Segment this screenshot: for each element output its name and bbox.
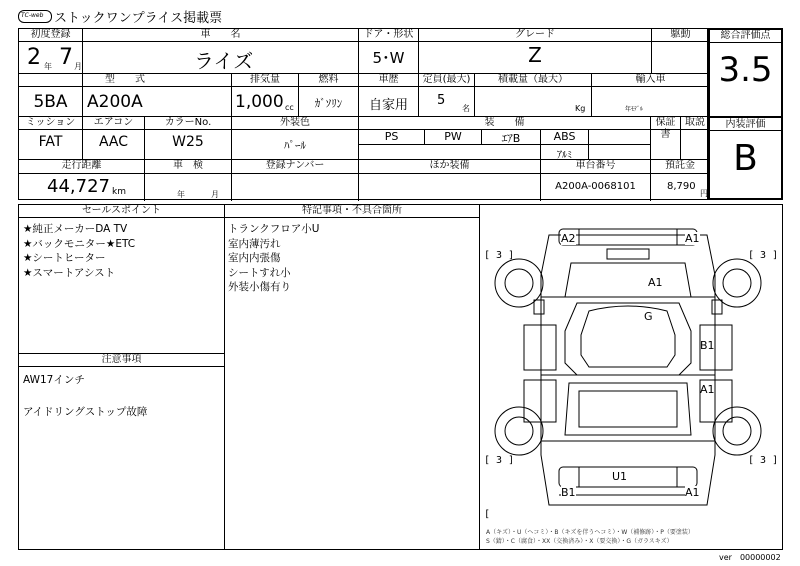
label-warranty: 保証書	[655, 117, 676, 140]
list-item: ★バックモニター★ETC	[23, 237, 136, 250]
sales-points-list	[23, 222, 135, 280]
mileage-unit: km	[112, 187, 126, 197]
list-item: 室内内張傷	[228, 252, 281, 264]
model: A200A	[87, 92, 143, 112]
color-no: W25	[172, 134, 204, 150]
mark-a1-bottom: A1	[685, 486, 700, 499]
label-manual: 取説	[685, 117, 705, 128]
car-body-outline	[541, 235, 715, 505]
label-car-name: 車 名	[200, 29, 241, 40]
mark-u1: U1	[612, 470, 628, 483]
label-drive: 駆動	[670, 29, 691, 40]
load-unit: Kg	[575, 104, 586, 113]
list-item: ★シートヒーター	[23, 252, 106, 264]
label-equipment: 装 備	[484, 117, 525, 128]
label-aircon: エアコン	[93, 117, 134, 128]
bracket-bottom: [	[484, 509, 491, 520]
equip-ps: PS	[384, 130, 399, 143]
list-item: AW17インチ	[23, 374, 85, 386]
label-import: 輸入車	[635, 74, 666, 85]
logo	[18, 10, 52, 23]
grade: Z	[528, 43, 542, 67]
label-grade: グレード	[515, 29, 555, 40]
deposit: 8,790	[667, 181, 696, 192]
page-title: ストックワンプライス掲載票	[54, 11, 223, 26]
mark-b1-bottom: B1	[561, 486, 576, 499]
list-item: シートすれ小	[228, 266, 291, 279]
bracket-rear-right: [ 3 ]	[748, 455, 779, 466]
fuel: ｶﾞｿﾘﾝ	[314, 97, 343, 110]
first-reg-month-unit: 月	[74, 62, 82, 71]
bracket-front-right: [ 3 ]	[748, 250, 779, 261]
chassis-no: A200A-0068101	[555, 181, 636, 192]
label-type: 型 式	[105, 74, 145, 85]
label-ext-color: 外装色	[280, 117, 310, 128]
label-history: 車歴	[378, 74, 399, 85]
overall-score: 3.5	[718, 50, 773, 90]
list-item	[23, 388, 147, 404]
aircon: AAC	[98, 134, 129, 150]
info-grid	[18, 28, 708, 200]
list-item: ★スマートアシスト	[23, 266, 116, 279]
list-item: トランクフロア小U	[228, 223, 320, 235]
bracket-front-left: [ 3 ]	[484, 250, 515, 261]
label-chassis: 車台番号	[575, 160, 616, 171]
legend-line-2: S（錆）・C（腐食）・XX（交換済み）・X（要交換）・G（ガラスキズ）	[486, 538, 673, 545]
mark-a2-top: A2	[561, 232, 576, 245]
capacity-unit: 名	[462, 104, 470, 113]
list-item: 外装小傷有り	[228, 281, 291, 293]
mark-a1-lower: A1	[700, 383, 715, 396]
label-load: 積載量（最大）	[498, 74, 568, 85]
first-reg-year-unit: 年	[44, 62, 52, 71]
label-plate: 登録ナンバー	[265, 160, 325, 171]
inspection-year-unit: 年	[177, 190, 185, 199]
label-fuel: 燃料	[318, 74, 339, 85]
import-note: 年ﾓﾃﾞﾙ	[625, 106, 644, 113]
equip-airbag: ｴｱB	[501, 132, 521, 145]
history: 自家用	[368, 98, 408, 113]
notes-list	[23, 372, 147, 420]
car-name: ライズ	[194, 49, 254, 73]
label-first-reg: 初度登録	[30, 29, 71, 40]
label-mission: ミッション	[25, 117, 76, 128]
label-inspection: 車 検	[173, 160, 203, 171]
version-label: ver 00000002	[719, 553, 781, 562]
logo-text: TC-web	[21, 12, 44, 19]
mileage: 44,727	[47, 176, 110, 197]
mark-g: G	[644, 310, 653, 323]
label-interior: 内装評価	[725, 119, 766, 130]
displacement: 1,000	[235, 92, 284, 112]
mark-a1-top: A1	[685, 232, 700, 245]
deposit-unit: 円	[700, 189, 708, 198]
label-displacement: 排気量	[250, 74, 280, 85]
label-sales-points: セールスポイント	[81, 205, 162, 216]
label-color-no: カラーNo.	[164, 117, 212, 128]
score-panel	[708, 28, 783, 200]
label-defects: 特記事項・不具合箇所	[302, 205, 402, 216]
ext-color: ﾊﾟｰﾙ	[284, 139, 306, 152]
capacity: 5	[437, 93, 446, 108]
list-item: アイドリングストップ故障	[23, 406, 148, 418]
cabin	[565, 303, 691, 375]
list-item: 室内薄汚れ	[228, 237, 281, 250]
interior-score: B	[733, 138, 758, 179]
defects-list	[228, 222, 319, 295]
label-capacity: 定員(最大)	[422, 74, 471, 85]
door-shape: 5･W	[372, 49, 405, 67]
bracket-rear-left: [ 3 ]	[484, 455, 515, 466]
mission: FAT	[38, 134, 63, 150]
rear-bumper	[559, 467, 697, 487]
wheel-rear-left	[495, 407, 543, 455]
first-reg-year: 2	[27, 45, 41, 70]
first-reg-month: 7	[59, 45, 73, 70]
front-bumper	[559, 229, 697, 245]
mark-b1-right: B1	[700, 339, 715, 352]
label-other-equip: ほか装備	[429, 160, 470, 171]
wheel-rear-right	[713, 407, 761, 455]
car-diagram	[479, 205, 782, 549]
type-prefix: 5BA	[33, 92, 68, 112]
label-door-shape: ドア・形状	[363, 29, 414, 40]
inspection-month-unit: 月	[211, 190, 219, 199]
legend-line-1: A（キズ）・U（ヘコミ）・B（キズを伴うヘコミ）・W（補修跡）・P（要塗装）	[486, 529, 694, 536]
hood	[565, 263, 691, 297]
equip-pw: PW	[444, 130, 462, 143]
label-deposit: 預託金	[665, 160, 695, 171]
label-overall: 総合評価点	[720, 30, 771, 41]
equip-abs: ABS	[553, 130, 576, 143]
list-item: ★純正メーカーDA TV	[23, 223, 128, 235]
mark-a1-mid: A1	[648, 276, 663, 289]
label-notes: 注意事項	[101, 354, 142, 365]
roof	[581, 306, 675, 367]
equip-alloy: ｱﾙﾐ	[557, 150, 572, 161]
displacement-unit: cc	[285, 103, 294, 112]
label-mileage: 走行距離	[61, 160, 102, 171]
